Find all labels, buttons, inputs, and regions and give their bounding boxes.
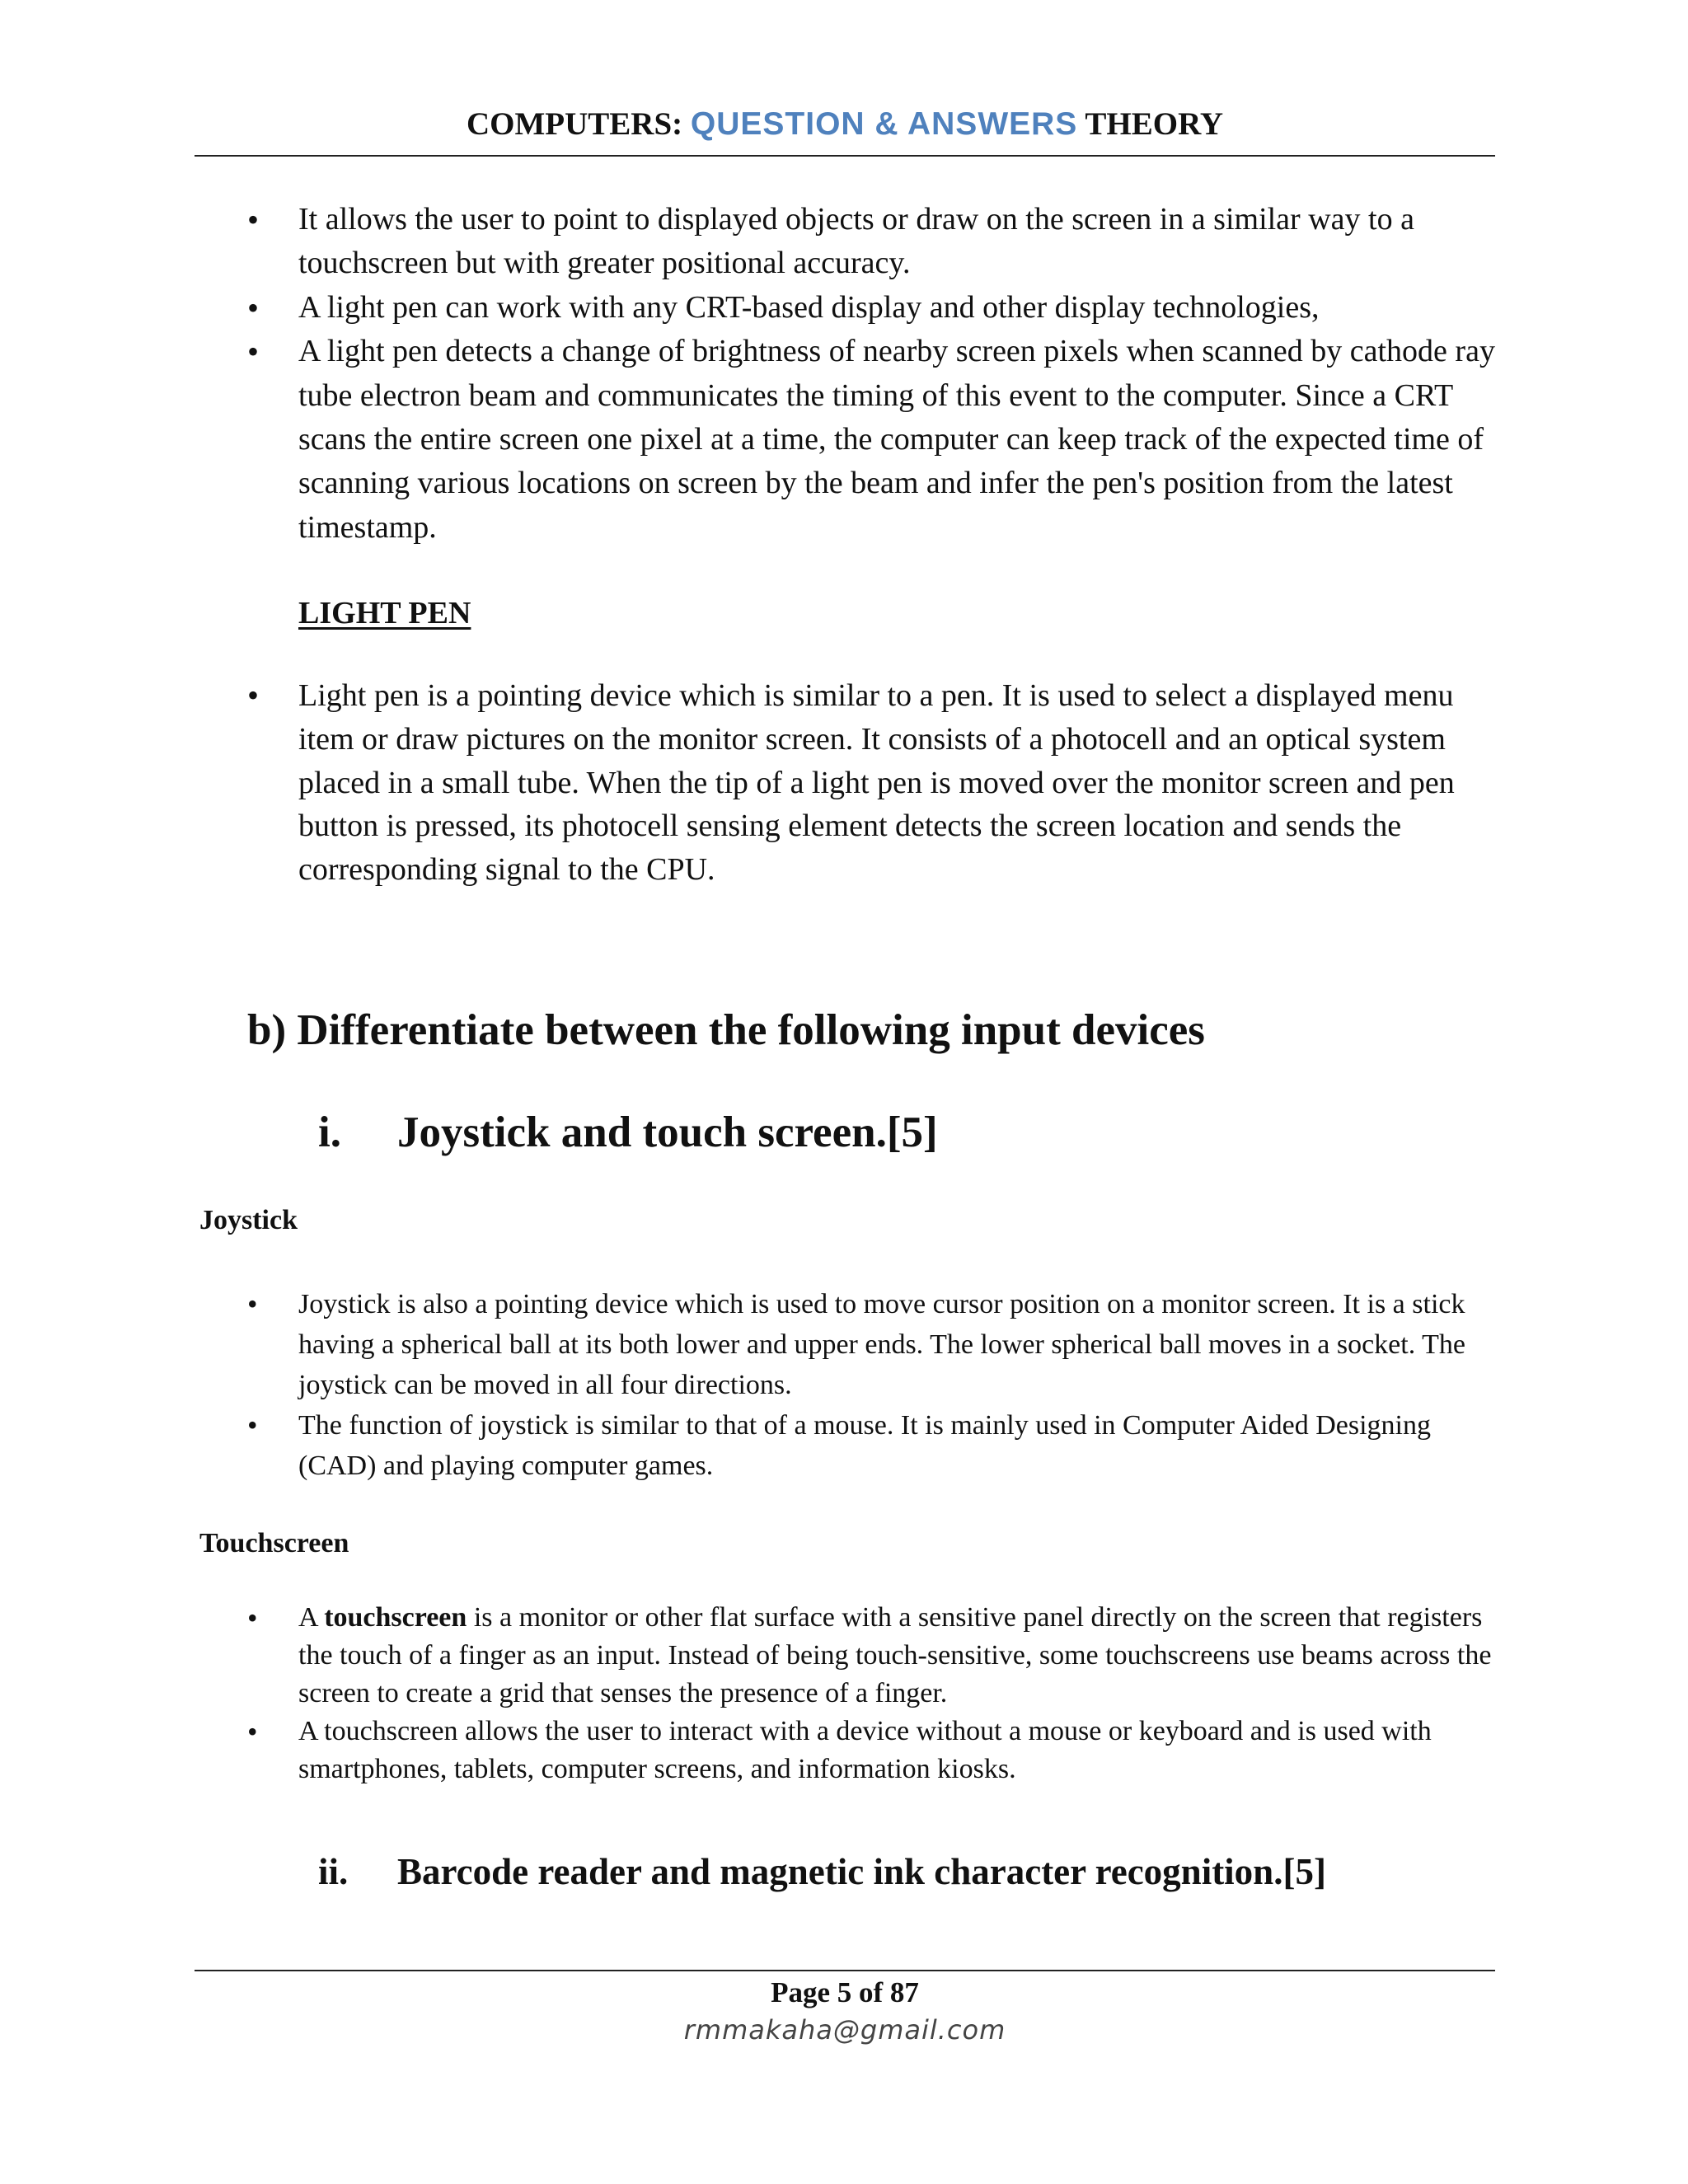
- list-item: • A light pen can work with any CRT-based display and other display technologies,: [247, 286, 1500, 330]
- list-item: • Joystick is also a pointing device which is used to move cursor position on a monitor screen. It is a stick having a spherical ball at its both lower and upper ends. The lower spherical ball moves in a socket. The joystick can be moved in all four directions.: [247, 1284, 1500, 1405]
- touchscreen-bullet-list: [247, 1599, 1500, 1788]
- touchscreen-bold-term: touchscreen: [324, 1602, 467, 1633]
- footer-divider: [195, 1970, 1495, 1971]
- sub-question-text: Barcode reader and magnetic ink character recognition.[5]: [397, 1851, 1326, 1892]
- question-b-heading: b) Differentiate between the following input devices: [247, 1006, 1205, 1054]
- page-number: Page 5 of 87: [771, 1976, 919, 2008]
- sub-question-text: Joystick and touch screen.[5]: [397, 1108, 938, 1156]
- page-header: [195, 102, 1495, 157]
- list-item: • The function of joystick is similar to that of a mouse. It is mainly used in Computer Aided Designing (CAD) and playing computer games.: [247, 1405, 1500, 1486]
- touchscreen-prefix: A: [298, 1602, 325, 1633]
- list-item: • A light pen detects a change of brightness of nearby screen pixels when scanned by cathode ray tube electron beam and communicates the timing of this event to the computer. Since a CRT scans the entire screen one pixel at a time, the computer can keep track of the expected time of scanning various locations on screen by the beam and infer the pen's position from the latest timestamp.: [247, 330, 1500, 550]
- sub-question-ii: [318, 1850, 1326, 1893]
- sub-question-number: ii.: [318, 1851, 349, 1892]
- sub-question-i: [318, 1108, 938, 1157]
- list-item: • It allows the user to point to displayed objects or draw on the screen in a similar way to a touchscreen but with greater positional accuracy.: [247, 198, 1500, 286]
- touchscreen-heading: Touchscreen: [199, 1528, 349, 1558]
- header-title-left: COMPUTERS: [466, 106, 673, 142]
- sub-question-number: i.: [318, 1108, 341, 1156]
- intro-bullet-list: [247, 198, 1500, 550]
- header-title-accent: QUESTION & ANSWERS: [690, 106, 1078, 142]
- joystick-bullet-list: [247, 1284, 1500, 1486]
- header-title-right: THEORY: [1085, 106, 1224, 142]
- list-item: • A touchscreen allows the user to interact with a device without a mouse or keyboard and is used with smartphones, tablets, computer screens, and information kiosks.: [247, 1713, 1500, 1788]
- light-pen-heading: LIGHT PEN: [298, 596, 471, 630]
- footer-email: rmmakaha@gmail.com: [683, 2014, 1006, 2046]
- touchscreen-description: is a monitor or other flat surface with a sensitive panel directly on the screen that registers the touch of a finger as an input. Instead of being touch-sensitive, some touchscreens use beams across the screen to create a grid that senses the presence of a finger.: [298, 1602, 1492, 1708]
- light-pen-bullet-list: [247, 674, 1500, 892]
- joystick-heading: Joystick: [199, 1205, 298, 1235]
- header-colon: :: [672, 106, 683, 142]
- list-item: [247, 1599, 1500, 1713]
- list-item: • Light pen is a pointing device which is similar to a pen. It is used to select a displayed menu item or draw pictures on the monitor screen. It consists of a photocell and an optical system placed in a small tube. When the tip of a light pen is moved over the monitor screen and pen button is pressed, its photocell sensing element detects the screen location and sends the corresponding signal to the CPU.: [247, 674, 1500, 892]
